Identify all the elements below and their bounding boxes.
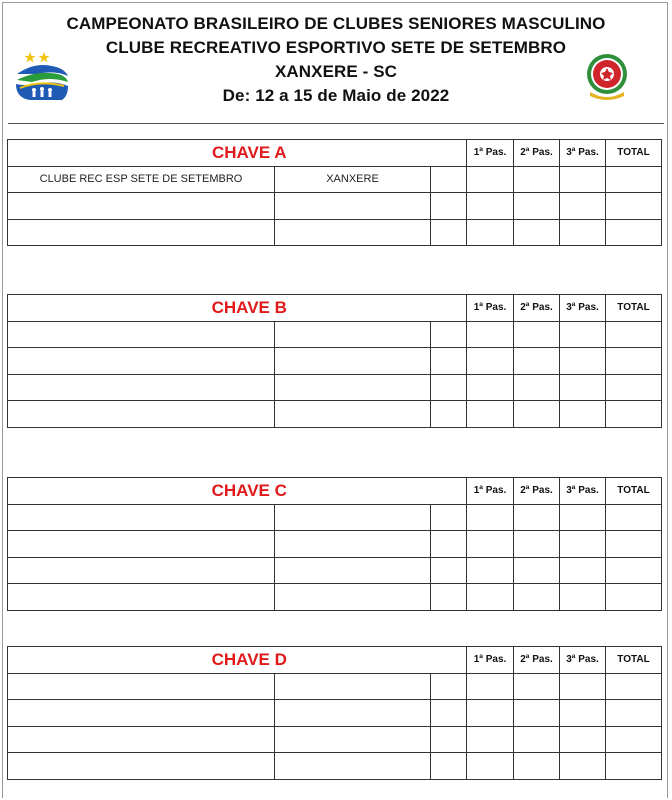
federation-logo [14,50,70,102]
table-row [8,504,662,531]
col-pas3: 3ª Pas. [560,140,606,167]
club-name [8,700,275,727]
col-pas3: 3ª Pas. [560,647,606,674]
club-city [275,504,431,531]
club-city [275,401,431,428]
club-name [8,673,275,700]
bracket-a-title: CHAVE A [8,140,431,167]
document-header [0,12,672,108]
club-city [275,584,431,611]
host-club-logo [584,52,630,102]
table-row [8,401,662,428]
club-name [8,374,275,401]
bracket-c-title: CHAVE C [8,478,431,505]
club-city [275,321,431,348]
col-pas2: 2ª Pas. [514,478,560,505]
col-pas2: 2ª Pas. [514,140,560,167]
table-row [8,348,662,375]
col-pas2: 2ª Pas. [514,295,560,322]
bracket-a-table [7,139,662,246]
table-row [8,193,662,220]
col-pas1: 1ª Pas. [467,478,514,505]
bracket-b-table [7,294,662,428]
bracket-c-header-row [8,478,662,505]
club-name: CLUBE REC ESP SETE DE SETEMBRO [8,166,275,193]
club-name [8,348,275,375]
club-name [8,401,275,428]
col-pas1: 1ª Pas. [467,647,514,674]
table-row [8,166,662,193]
host-club-name: CLUBE RECREATIVO ESPORTIVO SETE DE SETEMBRO [105,38,567,57]
col-total: TOTAL [606,295,662,322]
table-row [8,531,662,558]
table-row [8,673,662,700]
club-city [275,531,431,558]
club-name [8,584,275,611]
club-name [8,504,275,531]
bracket-d-title: CHAVE D [8,647,431,674]
col-pas3: 3ª Pas. [560,478,606,505]
club-city [275,557,431,584]
table-row [8,219,662,246]
club-city [275,219,431,246]
table-row [8,557,662,584]
col-pas1: 1ª Pas. [467,295,514,322]
table-row [8,374,662,401]
bracket-b-title: CHAVE B [8,295,431,322]
header-divider [8,123,664,124]
col-pas3: 3ª Pas. [560,295,606,322]
bracket-c-table [7,477,662,611]
club-city [275,193,431,220]
col-pas2: 2ª Pas. [514,647,560,674]
table-row [8,753,662,780]
bracket-d-table [7,646,662,780]
club-city [275,700,431,727]
col-pas1: 1ª Pas. [467,140,514,167]
club-city [275,348,431,375]
bracket-b-header-row [8,295,662,322]
club-name [8,557,275,584]
club-name [8,193,275,220]
club-city: XANXERE [275,166,431,193]
club-city [275,726,431,753]
club-name [8,726,275,753]
col-total: TOTAL [606,140,662,167]
club-name [8,531,275,558]
club-name [8,219,275,246]
col-total: TOTAL [606,478,662,505]
club-name [8,753,275,780]
bracket-a-header-row [8,140,662,167]
table-row [8,726,662,753]
bracket-d-header-row [8,647,662,674]
host-city: XANXERE - SC [274,62,398,81]
table-row [8,321,662,348]
club-name [8,321,275,348]
event-dates: De: 12 a 15 de Maio de 2022 [222,86,450,105]
club-city [275,753,431,780]
table-row [8,584,662,611]
club-city [275,673,431,700]
table-row [8,700,662,727]
col-total: TOTAL [606,647,662,674]
championship-title: CAMPEONATO BRASILEIRO DE CLUBES SENIORES MASCULINO [66,14,606,33]
club-city [275,374,431,401]
